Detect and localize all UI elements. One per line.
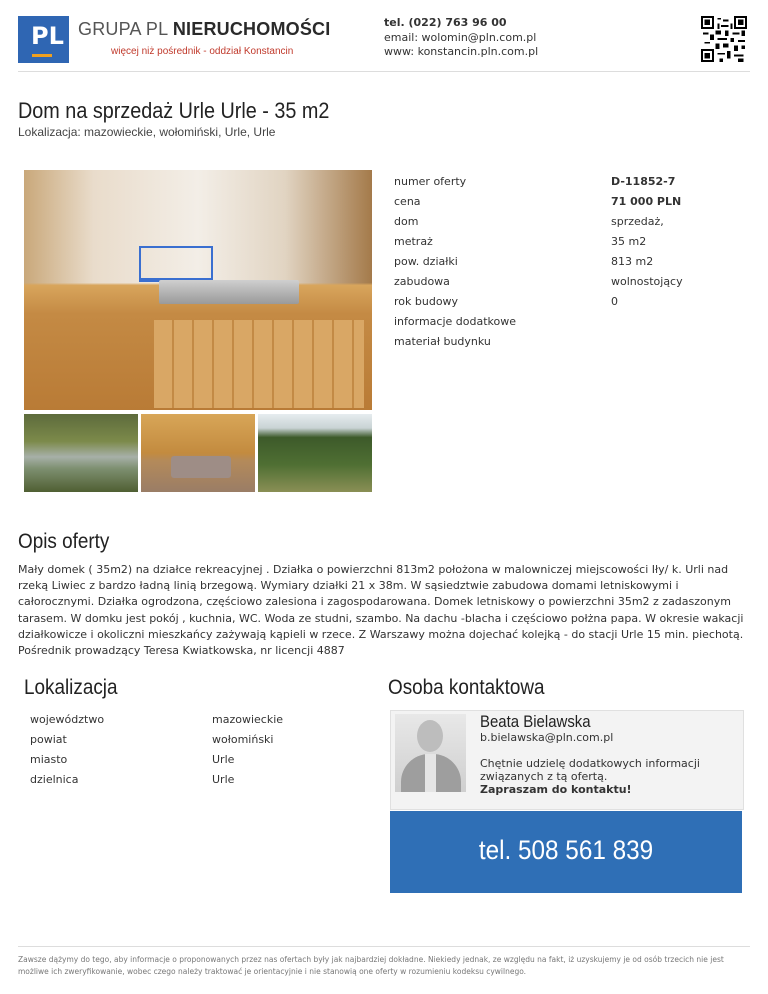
agent-cta: Zapraszam do kontaktu! [480,783,632,796]
detail-label-plot-area: pow. działki [394,255,458,268]
pln-logo-icon: PL [31,22,64,50]
location-value-county: wołomiński [212,733,274,746]
listing-title: Dom na sprzedaż Urle Urle - 35 m2 [18,98,330,123]
qr-code-icon [699,16,749,62]
brand-name: GRUPA PL NIERUCHOMOŚCI [78,19,331,39]
detail-label-offer-number: numer oferty [394,175,467,188]
logo-accent-bar [32,54,52,57]
header-divider [18,71,750,72]
agent-message-text: Chętnie udzielę dodatkowych informacji związanych z tą ofertą. [480,757,700,783]
detail-value-plot-area: 813 m2 [611,255,654,268]
cabinets [154,320,364,408]
photo-thumbnail-forest[interactable] [258,414,372,492]
detail-value-building-type: wolnostojący [611,275,683,288]
agent-email[interactable]: b.bielawska@pln.com.pl [480,731,614,744]
description-text: Mały domek ( 35m2) na działce rekreacyjnej . Działka o powierzchni 813m2 położona w malowniczej miejscowości Iły/ k. Urli nad rzeką Liwiec z bardzo ładną linią brzegową. Wymiary działki 21 x 38m. W sąsiedztwie zabudowa domami letniskowymi i całorocznymi. Działka ogrodzona, częściowo zalesiona i zagospodarowana. Domek letniskowy o powierzchni 35m2 z zadaszonym tarasem. W domku jest pokój , kuchnia, WC. Woda ze studni, szambo. Na dachu -blacha i częściowo połżna papa. W okresie wakacji działkowicze i okoliczni mieszkańcy zażywają kąpieli w rzece. Z Warszawy można dojechać kolejką - do stacji Urle 15 min. piechotą. Pośrednik prowadzący Teresa Kwiatkowska, nr licencji 4887 [18,563,744,658]
detail-label-type: dom [394,215,419,228]
brand-tagline: więcej niż pośrednik - oddział Konstancin [111,46,294,57]
agent-phone[interactable]: tel. 508 561 839 [478,835,654,865]
detail-label-building-material: materiał budynku [394,335,491,348]
sofa [171,456,231,478]
person-avatar-icon [395,714,466,792]
detail-value-type: sprzedaż, [611,215,664,228]
location-label-city: miasto [30,753,68,766]
detail-value-area: 35 m2 [611,235,647,248]
photo-thumbnail-river[interactable] [24,414,138,492]
agent-name: Beata Bielawska [480,712,591,731]
detail-label-price: cena [394,195,421,208]
agent-message [480,757,730,796]
detail-value-offer-number: D-11852-7 [611,175,676,188]
footer-disclaimer: Zawsze dążymy do tego, aby informacje o proponowanych przez nas ofertach były jak najbardziej dokładne. Niekiedy jednak, ze względu na fakt, iż uzyskujemy je od osób trzecich nie jest możliwe ich zweryfikowanie, wobec czego należy traktować je orientacyjnie i nie stanowią one oferty w rozumieniu kodeksu cywilnego. [18,955,724,976]
listing-location: Lokalizacja: mazowieckie, wołomiński, Urle, Urle [18,125,276,139]
footer-divider [18,946,750,947]
company-logo[interactable] [18,16,69,63]
main-photo[interactable] [24,170,372,410]
detail-label-area: metraż [394,235,433,248]
location-value-district: Urle [212,773,235,786]
location-title: Lokalizacja [24,676,118,699]
location-value-voivodeship: mazowieckie [212,713,284,726]
location-label-voivodeship: województwo [30,713,105,726]
detail-value-year-built: 0 [611,295,618,308]
office-email[interactable]: email: wolomin@pln.com.pl [384,31,537,44]
location-label-district: dzielnica [30,773,79,786]
sink [159,280,299,304]
location-label-county: powiat [30,733,67,746]
office-website[interactable]: www: konstancin.pln.com.pl [384,45,539,58]
contact-title: Osoba kontaktowa [388,676,545,699]
agent-phone-box[interactable] [390,811,742,893]
photo-thumbnail-interior[interactable] [141,414,255,492]
location-value-city: Urle [212,753,235,766]
description-title: Opis oferty [18,530,110,553]
detail-label-year-built: rok budowy [394,295,459,308]
detail-label-additional-info: informacje dodatkowe [394,315,517,328]
detail-label-building-type: zabudowa [394,275,450,288]
dish-rack [139,246,213,282]
detail-value-price: 71 000 PLN [611,195,682,208]
office-phone[interactable]: tel. (022) 763 96 00 [384,16,507,29]
